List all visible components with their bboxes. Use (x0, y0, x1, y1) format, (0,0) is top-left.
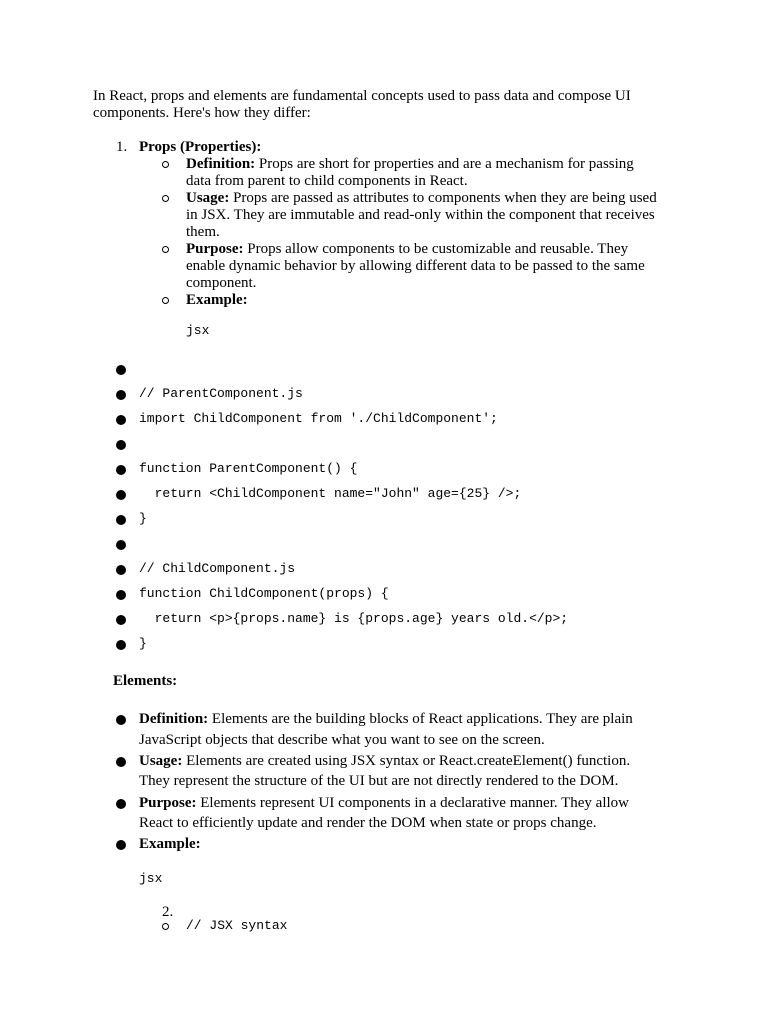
props-code-lang: jsx (186, 323, 210, 338)
props-number: 1. (116, 139, 128, 155)
footer-number: 2. (162, 904, 174, 920)
example-label-text: Example: (139, 836, 201, 852)
definition-label: Definition: (186, 156, 256, 172)
usage-label: Usage: (186, 190, 230, 206)
bullet-icon (116, 440, 126, 450)
elements-usage-line-2: They represent the structure of the UI but are not directly rendered to the DOM. (139, 773, 619, 789)
bullet-icon (116, 490, 126, 500)
elements-definition-line-1 (139, 711, 633, 728)
bullet-icon (116, 365, 126, 375)
bullet-icon (116, 390, 126, 400)
purpose-text: Elements represent UI components in a declarative manner. They allow (196, 795, 629, 811)
footer-code: // JSX syntax (186, 918, 288, 933)
definition-label: Definition: (139, 711, 209, 727)
code-line: } (139, 511, 147, 526)
definition-text: Elements are the building blocks of React applications. They are plain (208, 711, 633, 727)
bullet-icon (116, 615, 126, 625)
bullet-icon (116, 415, 126, 425)
elements-purpose-line-1 (139, 795, 629, 812)
bullet-icon (116, 715, 126, 725)
usage-text: Elements are created using JSX syntax or React.createElement() function. (182, 753, 631, 769)
code-line: // ParentComponent.js (139, 386, 303, 401)
intro-line-1: In React, props and elements are fundamental concepts used to pass data and compose UI (93, 88, 631, 104)
bullet-icon (116, 465, 126, 475)
purpose-label: Purpose: (186, 241, 244, 257)
sub-bullet-icon (162, 161, 169, 168)
props-definition-line-1 (186, 156, 634, 173)
props-heading-text: Props (Properties): (139, 139, 262, 155)
sub-bullet-icon (162, 195, 169, 202)
elements-usage-line-1 (139, 753, 630, 770)
bullet-icon (116, 540, 126, 550)
code-line: import ChildComponent from './ChildComponent'; (139, 411, 498, 426)
elements-example-label (139, 836, 201, 853)
bullet-icon (116, 590, 126, 600)
elements-definition-line-2: JavaScript objects that describe what you want to see on the screen. (139, 732, 545, 748)
elements-purpose-line-2: React to efficiently update and render the DOM when state or props change. (139, 815, 597, 831)
definition-text: Props are short for properties and are a mechanism for passing (255, 156, 634, 172)
bullet-icon (116, 515, 126, 525)
bullet-icon (116, 757, 126, 767)
bullet-icon (116, 840, 126, 850)
code-line: } (139, 636, 147, 651)
props-usage-line-3: them. (186, 224, 220, 240)
usage-label: Usage: (139, 753, 183, 769)
code-line: function ParentComponent() { (139, 461, 358, 476)
props-usage-line-1 (186, 190, 657, 207)
props-definition-line-2: data from parent to child components in React. (186, 173, 468, 189)
props-example-label (186, 292, 248, 309)
props-purpose-line-1 (186, 241, 628, 258)
props-purpose-line-2: enable dynamic behavior by allowing different data to be passed to the same (186, 258, 645, 274)
bullet-icon (116, 799, 126, 809)
purpose-text: Props allow components to be customizable and reusable. They (243, 241, 629, 257)
usage-text: Props are passed as attributes to components when they are being used (229, 190, 657, 206)
code-line: // ChildComponent.js (139, 561, 296, 576)
props-heading (139, 139, 261, 156)
sub-bullet-icon (162, 297, 169, 304)
props-usage-line-2: in JSX. They are immutable and read-only within the component that receives (186, 207, 655, 223)
code-line: function ChildComponent(props) { (139, 586, 389, 601)
elements-heading-text: Elements: (113, 673, 178, 689)
props-purpose-line-3: component. (186, 275, 257, 291)
bullet-icon (116, 640, 126, 650)
code-line: return <ChildComponent name="John" age={25} />; (139, 486, 522, 501)
elements-heading (113, 673, 177, 690)
code-line: return <p>{props.name} is {props.age} years old.</p>; (139, 611, 569, 626)
purpose-label: Purpose: (139, 795, 197, 811)
example-label-text: Example: (186, 292, 248, 308)
sub-bullet-icon (162, 246, 169, 253)
bullet-icon (116, 565, 126, 575)
elements-code-lang: jsx (139, 871, 163, 886)
intro-line-2: components. Here's how they differ: (93, 105, 311, 121)
sub-bullet-icon (162, 923, 169, 930)
